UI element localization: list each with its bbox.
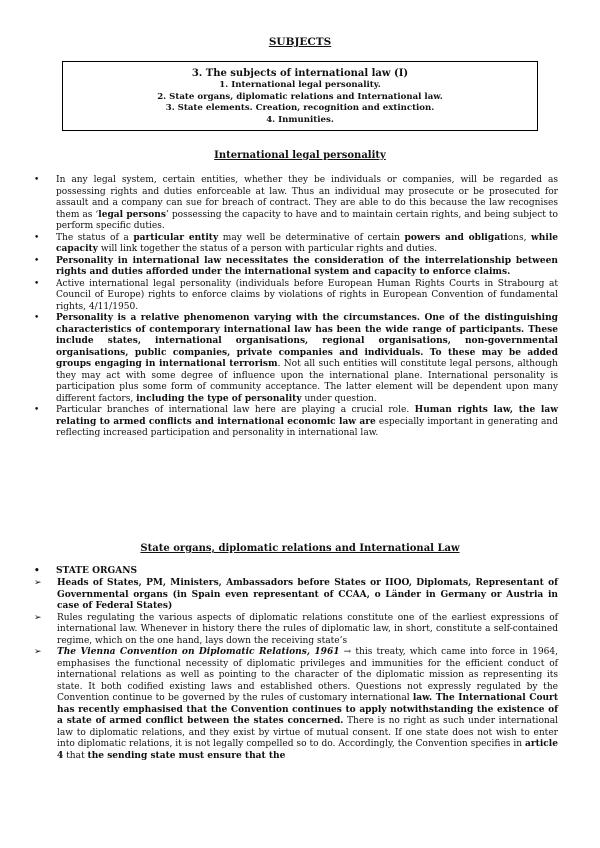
bullet-icon: • — [34, 566, 40, 576]
bullet-icon: • — [34, 232, 40, 243]
bullet-icon: • — [34, 313, 40, 323]
summary-heading: 3. The subjects of international law (I) — [191, 68, 409, 79]
bullet-icon: • — [34, 255, 40, 266]
list-item: • The status of a particular entity may well be determinative of certain powers and obligations, while capacity will link together the status of a person with particular rights and duties. — [34, 232, 559, 254]
list-item: ➢ Heads of States, PM, Ministers, Ambassadors before States or IIOO, Diplomats, Representant of Governmental organs (in Spain even representant of CCAA, o Länder in Germany or Austria in case of Federal States) — [34, 578, 558, 611]
arrow-bullet-icon: ➢ — [34, 612, 42, 623]
list-item: ➢ Rules regulating the various aspects of diplomatic relations constitute one of the earliest expressions of international law. Whenever in history there the rules of diplomatic law, in short, constitute a self-contained regime, which on the one hand, lays down the receiving state’s — [34, 612, 558, 646]
summary-item: 3. State elements. Creation, recognition and extinction. — [165, 103, 435, 113]
list-item: • Active international legal personality (individuals before European Human Rights Courts in Strabourg at Council of Europe) rights to enforce claims by violations of rights in European Convention of fundamental rights, 4/11/1950. — [34, 278, 558, 312]
arrow-bullet-icon: ➢ — [34, 647, 42, 657]
document-title: SUBJECTS — [268, 36, 332, 48]
summary-item: 1. International legal personality. — [219, 80, 381, 90]
bullet-icon: • — [34, 175, 40, 185]
list-item: • Personality in international law necessitates the consideration of the interrelationship between rights and duties afforded under the international system and capacity to enforce claims. — [34, 255, 558, 277]
summary-item: 2. State organs, diplomatic relations and International law. — [157, 91, 443, 102]
personality-bullet-list — [24, 175, 558, 440]
section-heading-state-organs: State organs, diplomatic relations and International Law — [140, 543, 460, 554]
bullet-icon: • — [34, 405, 40, 415]
state-organs-sub-list — [32, 578, 558, 762]
arrow-bullet-icon: ➢ — [34, 578, 42, 588]
list-item: • Personality is a relative phenomenon varying with the circumstances. One of the distinguishing characteristics of contemporary international law has been the wide range of participants. These include states, international organisations, regional organisations, non-governmental organisations, public companies, private companies and individuals. To these may be added groups engaging in international terrorism. Not all such entities will constitute legal persons, although they may act with some degree of influence upon the international plane. International personality is participation plus some form of community acceptance. The latter element will be dependent upon many different factors, including the type of personality under question. — [34, 313, 558, 404]
list-item: ➢ The Vienna Convention on Diplomatic Relations, 1961 → this treaty, which came into force in 1964, emphasises the functional necessity of diplomatic privileges and immunities for the efficient conduct of international relations as well as pointing to the character of the diplomatic mission as representing its state. It both codified existing laws and established others. Questions not expressly regulated by the Convention continue to be governed by the rules of customary international law. The International Court has recently emphasised that the Convention continues to apply notwithstanding the existence of a state of armed conflict between the states concerned. There is no right as such under international law to diplomatic relations, and they exist by virtue of mutual consent. If one state does not wish to enter into diplomatic relations, it is not legally compelled so to do. Accordingly, the Convention specifies in article 4 that the sending state must ensure that the — [34, 647, 559, 761]
state-organs-label: STATE ORGANS — [56, 566, 138, 576]
list-item: • Particular branches of international law here are playing a crucial role. Human rights law, the law relating to armed conflicts and international economic law are especially important in generating and reflecting increased participation and personality in international law. — [34, 405, 558, 438]
summary-box — [62, 61, 538, 131]
list-item: • In any legal system, certain entities, whether they be individuals or companies, will be regarded as possessing rights and duties enforceable at law. Thus an individual may prosecute or be prosecuted for assault and a company can sue for breach of contract. They are able to do this because the law recognises them as ‘legal persons’ possessing the capacity to have and to maintain certain rights, and being subject to perform specific duties. — [34, 175, 558, 231]
bullet-icon: • — [34, 278, 40, 289]
summary-item: 4. Inmunities. — [266, 114, 334, 125]
section-heading-personality: International legal personality — [214, 150, 386, 161]
